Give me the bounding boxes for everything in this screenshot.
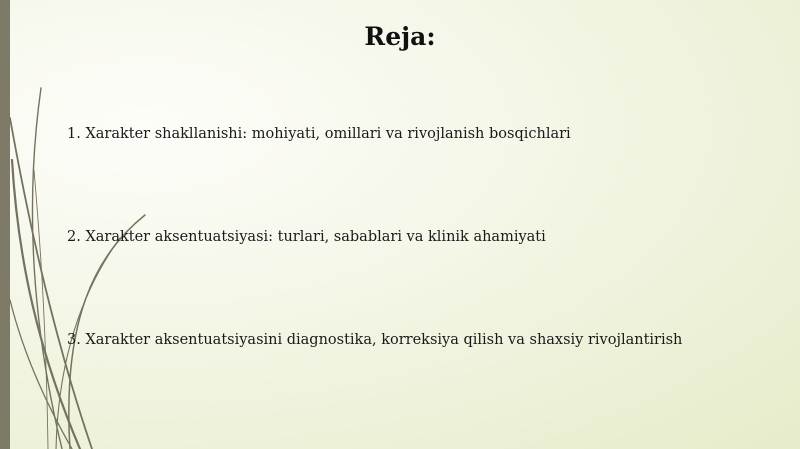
grass-stems-decoration xyxy=(0,0,160,449)
slide-title: Reja: xyxy=(364,22,436,51)
plan-item-3: 3. Xarakter aksentuatsiyasini diagnostika, korreksiya qilish va shaxsiy rivojlantirish xyxy=(67,332,683,348)
plan-item-1: 1. Xarakter shakllanishi: mohiyati, omillari va rivojlanish bosqichlari xyxy=(67,126,571,142)
plan-item-2: 2. Xarakter aksentuatsiyasi: turlari, sabablari va klinik ahamiyati xyxy=(67,229,546,245)
